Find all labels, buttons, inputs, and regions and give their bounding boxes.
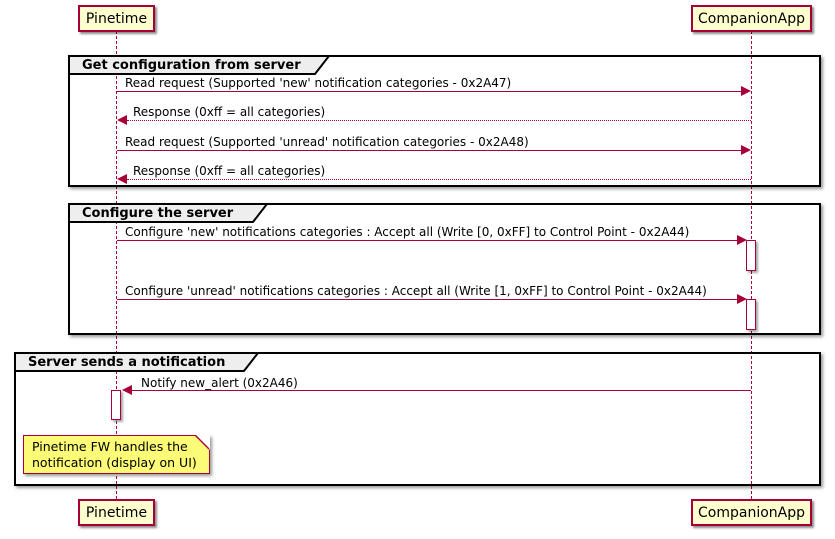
participant-label: CompanionApp [698, 504, 805, 521]
frame-title: Get configuration from server [82, 58, 301, 73]
arrowhead-left-icon [122, 385, 132, 395]
arrowhead-right-icon [741, 86, 751, 96]
message-label: Notify new_alert (0x2A46) [141, 376, 298, 390]
message-line [117, 150, 742, 151]
note-line: notification (display on UI) [32, 455, 197, 470]
arrowhead-right-icon [741, 145, 751, 155]
activation-bar-companionapp [746, 240, 756, 271]
message-label: Read request (Supported 'unread' notification categories - 0x2A48) [125, 135, 529, 149]
participant-companionapp-bottom [691, 499, 812, 526]
participant-companionapp-top [691, 5, 812, 32]
activation-bar-pinetime [111, 390, 121, 420]
message-line [117, 240, 737, 241]
arrowhead-left-icon [117, 174, 127, 184]
message-line [127, 120, 751, 121]
activation-bar-companionapp [746, 299, 756, 330]
message-label: Response (0xff = all categories) [133, 105, 326, 119]
message-label: Read request (Supported 'new' notification categories - 0x2A47) [125, 76, 512, 90]
participant-pinetime-top [78, 5, 155, 32]
message-line [117, 299, 737, 300]
message-label: Configure 'unread' notifications categories : Accept all (Write [1, 0xFF] to Control Point - 0x2A44) [125, 284, 707, 298]
participant-pinetime-bottom [78, 499, 155, 526]
participant-label: Pinetime [85, 504, 148, 521]
arrowhead-left-icon [117, 115, 127, 125]
participant-label: CompanionApp [698, 10, 805, 27]
frame-title: Configure the server [82, 206, 234, 221]
note-fold-icon [195, 435, 210, 450]
message-label: Configure 'new' notifications categories : Accept all (Write [0, 0xFF] to Control Point - 0x2A44) [125, 225, 690, 239]
message-line [127, 179, 751, 180]
note [23, 435, 210, 474]
message-line [117, 91, 742, 92]
message-label: Response (0xff = all categories) [133, 164, 326, 178]
message-line [132, 390, 751, 391]
frame-title: Server sends a notification [28, 355, 226, 370]
note-line: Pinetime FW handles the [32, 439, 188, 454]
participant-label: Pinetime [85, 10, 148, 27]
